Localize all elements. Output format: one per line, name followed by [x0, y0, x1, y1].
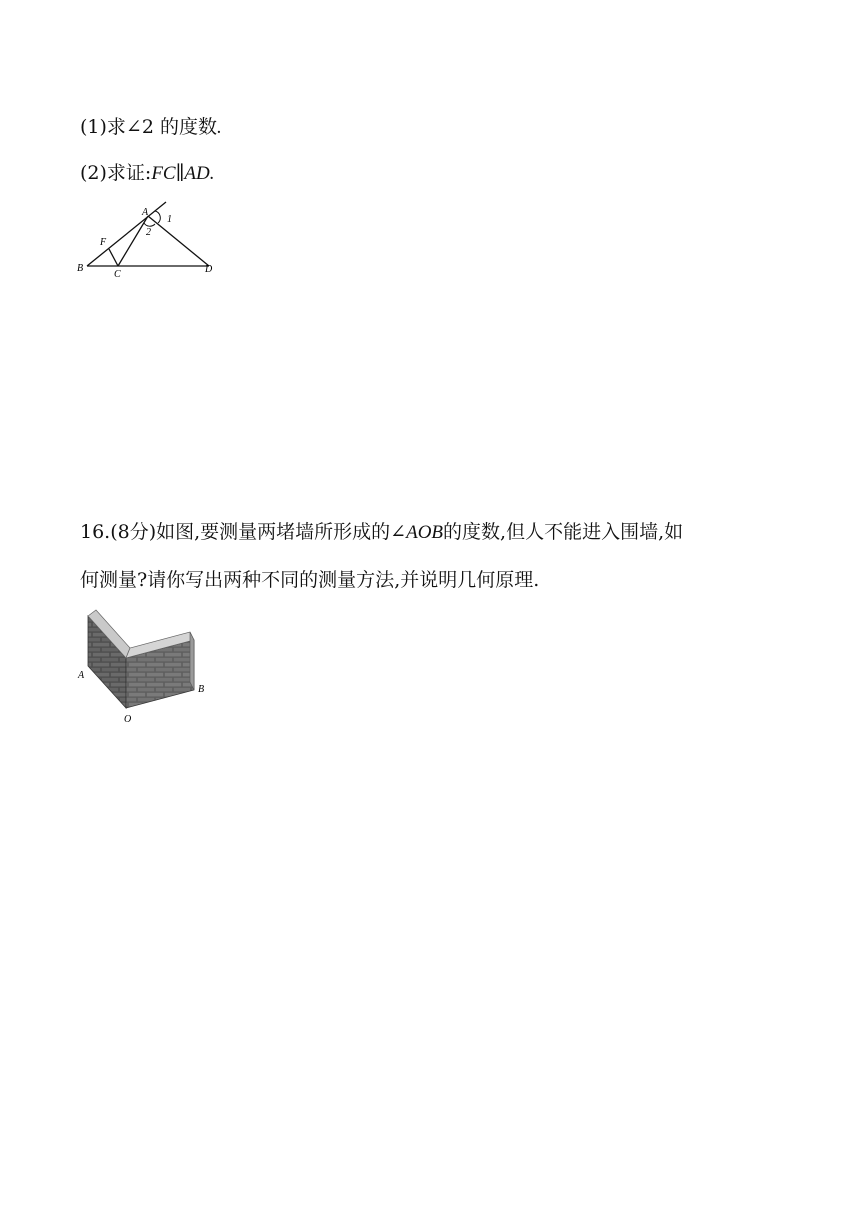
angle-1-arc: [155, 211, 160, 223]
part1-period: .: [216, 117, 222, 138]
label-b: B: [198, 684, 205, 695]
question-part-1: [80, 115, 222, 140]
segment-cf: [109, 249, 118, 266]
label-o: O: [124, 714, 132, 725]
segment-ac: [118, 216, 148, 266]
question-part-2: [80, 161, 214, 186]
angle-2-arc: [144, 223, 155, 226]
label-angle-1: 1: [167, 214, 172, 225]
question-16-line-1: [80, 520, 683, 545]
label-c: C: [114, 269, 121, 280]
wall-end-right: [190, 632, 194, 690]
q16-text-end: 的度数,但人不能进入围墙,如: [443, 521, 684, 543]
brick-wall-figure: [74, 602, 214, 726]
ray-ba: [87, 202, 166, 266]
label-a: A: [142, 207, 149, 218]
part2-text: (2)求证:: [80, 162, 152, 184]
label-b: B: [77, 263, 84, 274]
part2-period: .: [209, 163, 215, 184]
q16-text-line2: 何测量?请你写出两种不同的测量方法,并说明几何原理.: [80, 569, 540, 591]
label-a: A: [78, 670, 85, 681]
label-f: F: [100, 237, 107, 248]
label-d: D: [205, 264, 213, 275]
q16-angle-name: AOB: [406, 522, 444, 543]
segment-ad: [148, 216, 209, 266]
question-16-line-2: [80, 568, 539, 592]
q16-text-start: 16.(8分)如图,要测量两堵墙所形成的∠: [80, 521, 407, 543]
part2-math: FC∥AD: [151, 163, 210, 184]
label-angle-2: 2: [146, 227, 151, 238]
geometry-figure-triangle: [74, 200, 234, 282]
part1-text: (1)求∠2 的度数: [80, 116, 217, 138]
